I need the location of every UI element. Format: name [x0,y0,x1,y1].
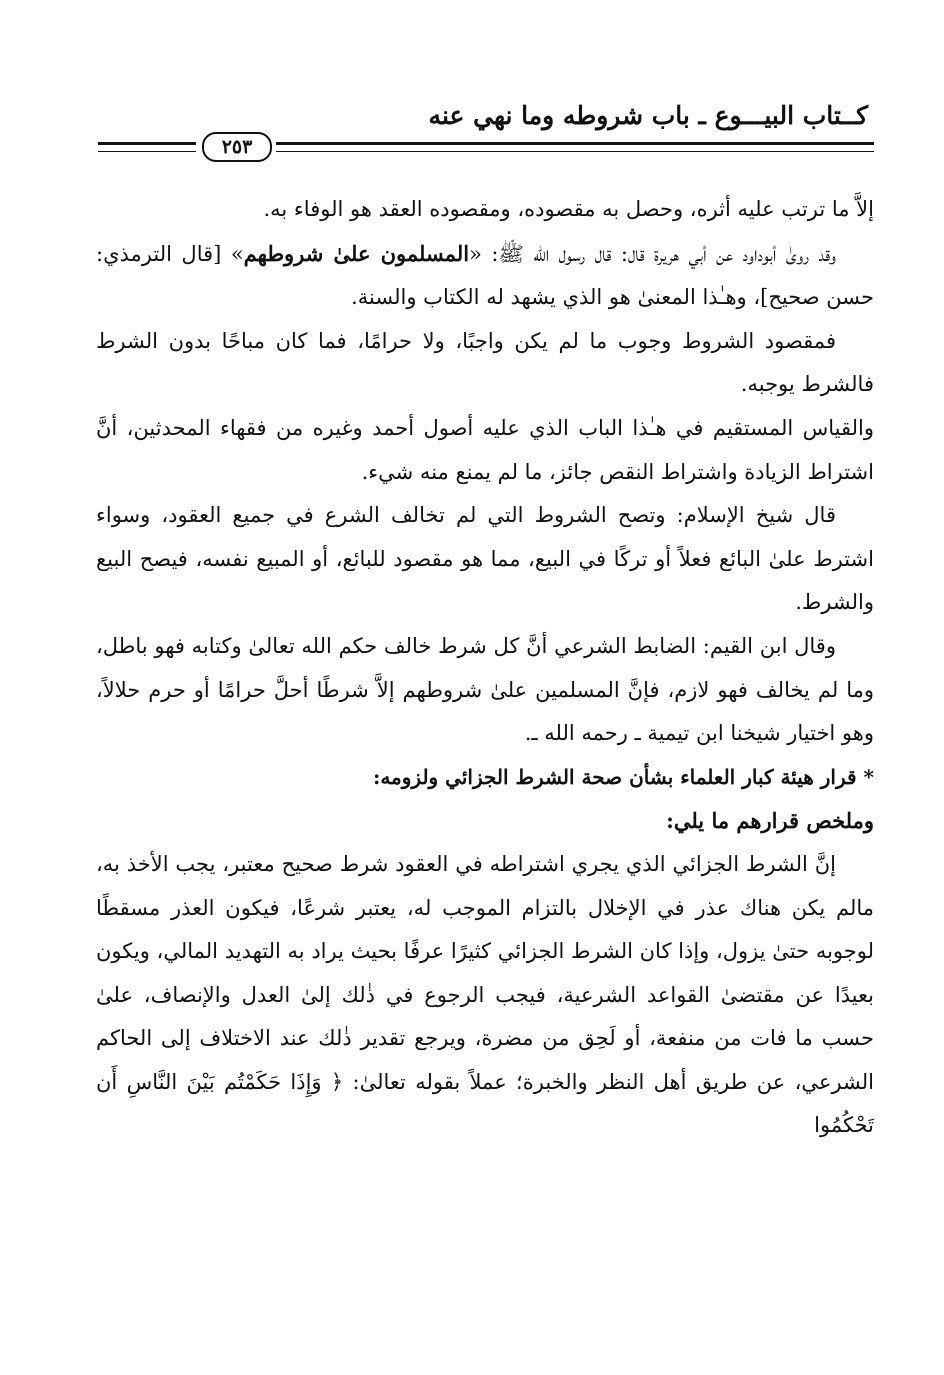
paragraph-2-hadith [96,232,874,320]
paragraph-3: فمقصود الشروط وجوب ما لم يكن واجبًا، ولا حرامًا، فما كان مباحًا بدون الشرط فالشرط يوجبه. [96,328,874,397]
paragraph-5: قال شيخ الإسلام: وتصح الشروط التي لم تخالف الشرع في جميع العقود، وسواء اشترط علىٰ البائع فعلاً أو تركًا في البيع، مما هو مقصود للبائع، أو المبيع نفسه، فيصح البيع والشرط. [96,503,874,615]
header-rule [98,132,874,162]
running-header-title: كــتاب البيـــوع ـ باب شروطه وما نهي عنه [428,101,868,130]
section-heading: * قرار هيئة كبار العلماء بشأن صحة الشرط الجزائي ولزومه: [372,764,874,789]
paragraph-4: والقياس المستقيم في هـٰذا الباب الذي عليه أصول أحمد وغيره من فقهاء المحدثين، أنَّ اشتراط الزيادة واشتراط النقص جائز، ما لم يمنع منه شيء. [96,415,874,484]
paragraph-1: إلاَّ ما ترتب عليه أثره، وحصل به مقصوده، ومقصوده العقد هو الوفاء به. [263,197,874,221]
page-number: ٢٥٣ [202,132,272,162]
page-body [96,188,874,1148]
header-rule-right-line [276,142,874,152]
paragraph-2-rest: » [قال الترمذي: حسن صحيح]، وهـٰذا المعنىٰ هو الذي يشهد له الكتاب والسنة. [96,241,874,310]
paragraph-6: وقال ابن القيم: الضابط الشرعي أنَّ كل شرط خالف حكم الله تعالىٰ وكتابه فهو باطل، وما لم يخالف فهو لازم، فإنَّ المسلمين علىٰ شروطهم إلاَّ شرطًا أحلَّ حرامًا أو حرم حلالاً، وهو اختيار شيخنا ابن تيمية ـ رحمه الله ـ. [96,633,874,746]
hadith-quote: المسلمون علىٰ شروطهم [243,240,470,266]
paragraph-decision: إنَّ الشرط الجزائي الذي يجري اشتراطه في العقود شرط صحيح معتبر، يجب الأخذ به، مالم يكن هناك عذر في الإخلال بالتزام الموجب له، يعتبر شرعًا، فيكون العذر مسقطًا لوجوبه حتىٰ يزول، وإذا كان الشرط الجزائي كثيرًا عرفًا بحيث يراد به التهديد المالي، ويكون بعيدًا عن مقتضىٰ القواعد الشرعية، فيجب الرجوع في ذٰلك إلىٰ العدل والإنصاف، علىٰ حسب ما فات من منفعة، أو لَحِق من مضرة، ويرجع تقدير ذٰلك عند الاختلاف إلى الحاكم الشرعي، عن طريق أهل النظر والخبرة؛ عملاً بقوله تعالىٰ: ﴿ وَإِذَا حَكَمْتُم بَيْنَ النَّاسِ أَن تَحْكُمُوا [96,851,874,1138]
summary-label: وملخص قرارهم ما يلي: [666,808,874,834]
paragraph-2-intro: وقد روىٰ أبوداود عن أبي هريرة قال: قال رسول الله ﷺ: « [469,241,836,266]
header-rule-left-line [98,142,196,152]
